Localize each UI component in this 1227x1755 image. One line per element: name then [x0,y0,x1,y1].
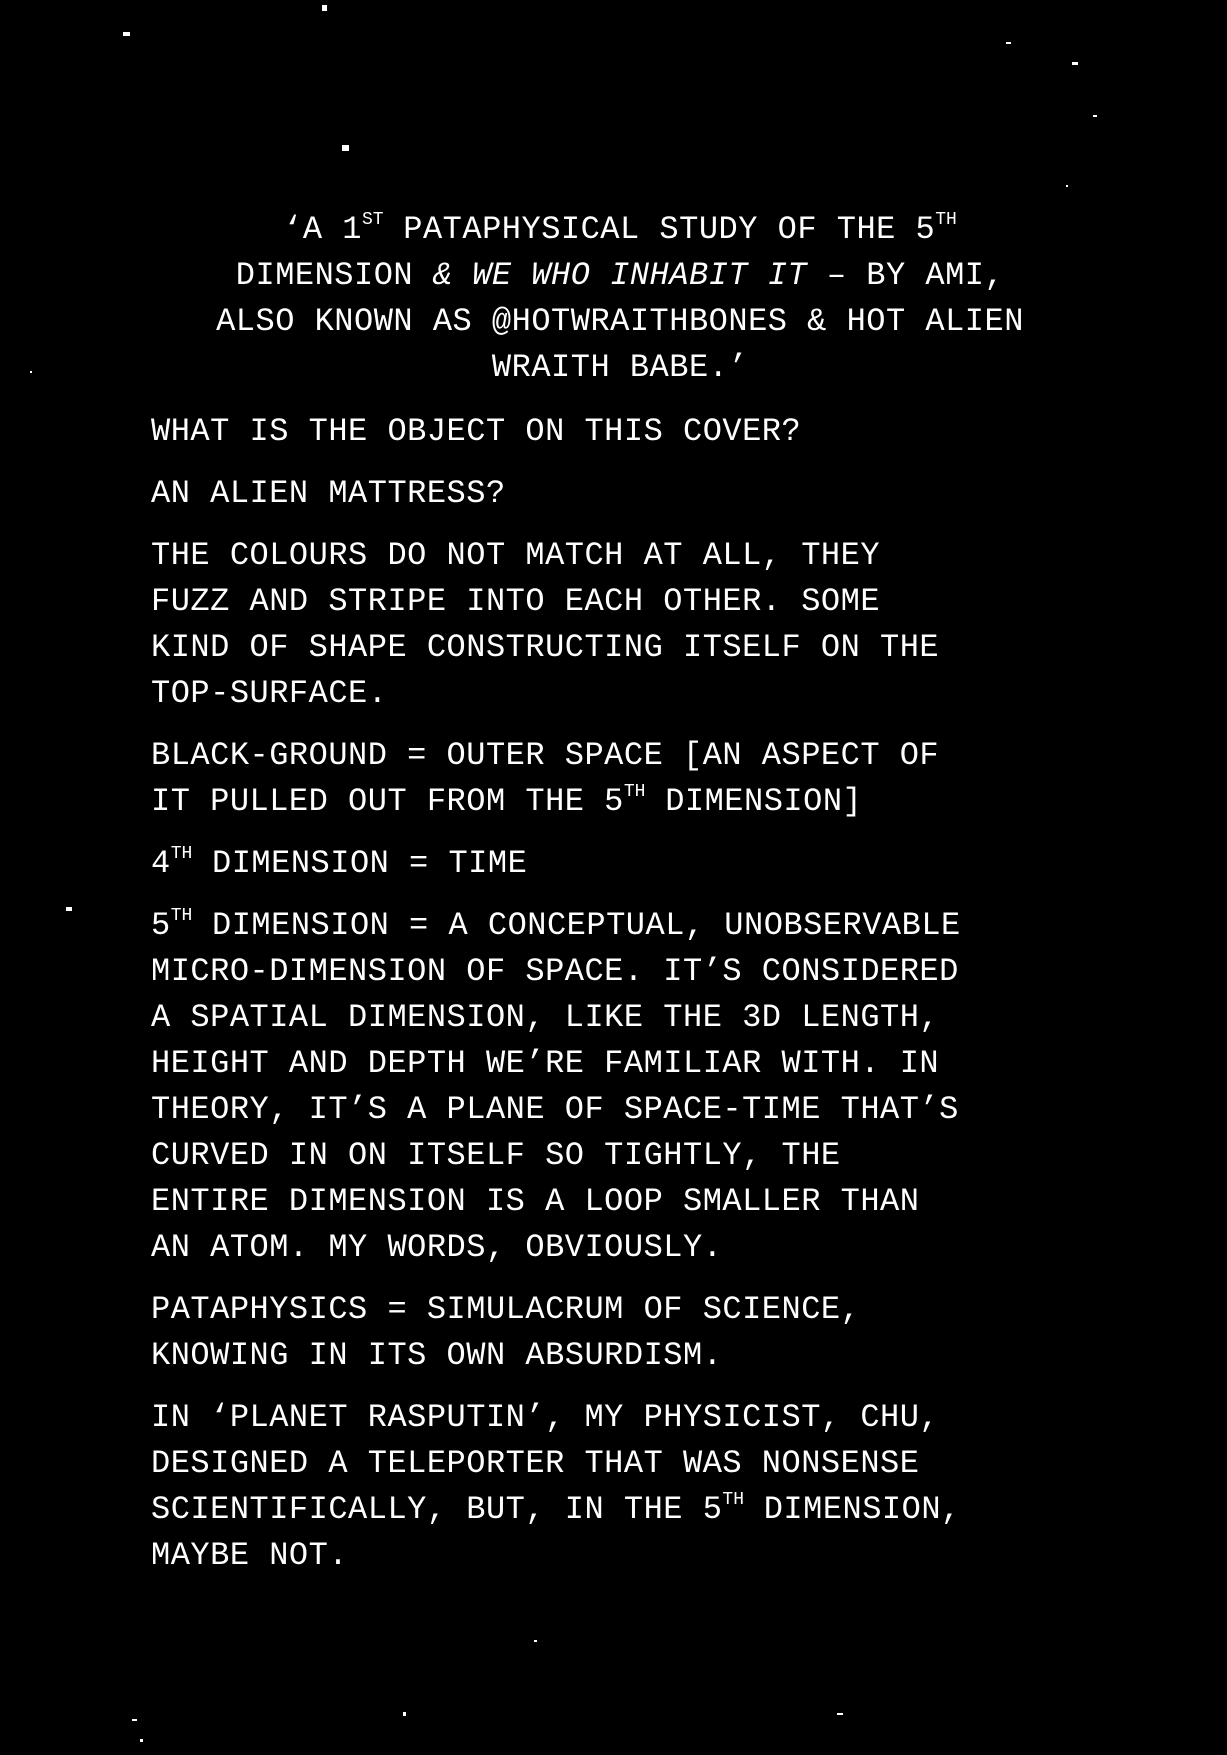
dust-speck [1093,115,1097,117]
paragraph-question [151,409,1151,455]
dust-speck [132,1719,137,1721]
text-line: TOP-SURFACE. [151,675,388,712]
text-line: MICRO-DIMENSION OF SPACE. IT’S CONSIDERED [151,953,959,990]
text-segment: DIMENSION] [645,783,863,820]
text-line [151,841,1151,887]
text-line [151,903,1151,949]
superscript: TH [170,844,193,864]
text-line: HEIGHT AND DEPTH WE’RE FAMILIAR WITH. IN [151,1045,940,1082]
superscript: TH [935,210,957,230]
text-line: ENTIRE DIMENSION IS A LOOP SMALLER THAN [151,1183,920,1220]
text-line: FUZZ AND STRIPE INTO EACH OTHER. SOME [151,583,881,620]
title-line [150,207,1090,253]
title-line: ALSO KNOWN AS @HOTWRAITHBONES & HOT ALIEN [216,303,1024,340]
text-line: AN ATOM. MY WORDS, OBVIOUSLY. [151,1229,723,1266]
text-line: CURVED IN ON ITSELF SO TIGHTLY, THE [151,1137,841,1174]
text-line [151,779,1151,825]
superscript: TH [170,906,193,926]
text-line: WHAT IS THE OBJECT ON THIS COVER? [151,413,802,450]
text-line: MAYBE NOT. [151,1537,349,1574]
title-text: – BY AMI, [807,257,1005,294]
document-title [150,207,1090,391]
text-segment: SCIENTIFICALLY, BUT, IN THE 5 [151,1491,723,1528]
text-line: KIND OF SHAPE CONSTRUCTING ITSELF ON THE [151,629,940,666]
title-line: WRAITH BABE.’ [491,349,749,386]
dust-speck [1006,42,1011,44]
dust-speck [30,371,32,373]
paragraph-5th-dimension [151,903,1151,1271]
text-line: PATAPHYSICS = SIMULACRUM OF SCIENCE, [151,1291,861,1328]
title-italic-text: & WE WHO INHABIT IT [432,257,808,294]
body-text [151,409,1151,1595]
text-segment: DIMENSION = A CONCEPTUAL, UNOBSERVABLE [192,907,961,944]
text-segment: 4 [151,845,171,882]
dust-speck [1072,62,1078,65]
superscript: ST [361,210,384,230]
text-line: THEORY, IT’S A PLANE OF SPACE-TIME THAT’S [151,1091,959,1128]
superscript: TH [722,1490,744,1510]
dust-speck [403,1712,406,1716]
title-line [150,253,1090,299]
title-text: ‘A 1 [283,211,362,248]
paragraph-colours [151,533,1151,717]
paragraph-pataphysics [151,1287,1151,1379]
dust-speck [837,1713,843,1715]
dust-speck [123,32,130,36]
text-line: A SPATIAL DIMENSION, LIKE THE 3D LENGTH, [151,999,940,1036]
dust-speck [342,145,349,151]
text-line: BLACK-GROUND = OUTER SPACE [AN ASPECT OF [151,737,940,774]
dust-speck [534,1640,537,1642]
paragraph-mattress [151,471,1151,517]
title-text: DIMENSION [235,257,433,294]
text-line [151,1487,1151,1533]
title-text: PATAPHYSICAL STUDY OF THE 5 [383,211,936,248]
paragraph-black-ground [151,733,1151,825]
text-segment: 5 [151,907,171,944]
text-segment: DIMENSION, [744,1491,961,1528]
text-segment: DIMENSION = TIME [192,845,528,882]
text-line: KNOWING IN ITS OWN ABSURDISM. [151,1337,723,1374]
superscript: TH [623,782,646,802]
paragraph-4th-dimension [151,841,1151,887]
text-line: THE COLOURS DO NOT MATCH AT ALL, THEY [151,537,881,574]
text-segment: IT PULLED OUT FROM THE 5 [151,783,624,820]
dust-speck [66,907,72,911]
dust-speck [140,1739,143,1742]
text-line: IN ‘PLANET RASPUTIN’, MY PHYSICIST, CHU, [151,1399,940,1436]
paragraph-planet-rasputin [151,1395,1151,1579]
dust-speck [322,5,327,11]
text-line: DESIGNED A TELEPORTER THAT WAS NONSENSE [151,1445,920,1482]
dust-speck [1066,185,1068,187]
text-line: AN ALIEN MATTRESS? [151,475,506,512]
